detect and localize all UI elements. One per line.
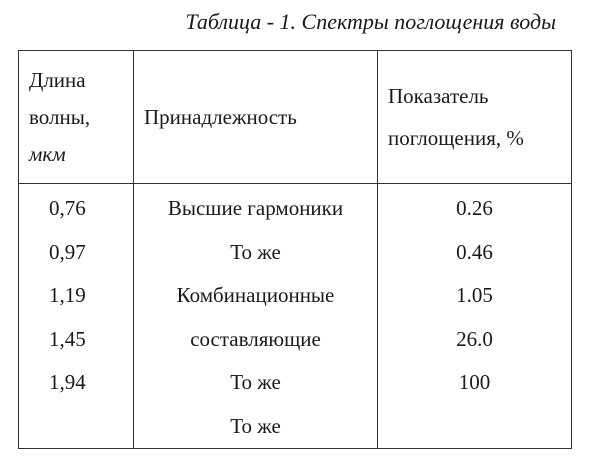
wavelength-value: 1,94 [49, 370, 86, 394]
absorption-column [378, 184, 572, 449]
wavelength-value: 1,45 [49, 326, 86, 351]
table-caption: Таблица - 1. Спектры поглощения воды [185, 9, 556, 34]
wavelength-column [19, 184, 134, 449]
wavelength-value: 0,97 [49, 239, 86, 264]
header-absorption [378, 51, 572, 184]
belonging-value: Высшие гармоники [167, 196, 344, 220]
header-belonging: Принадлежность [134, 51, 378, 184]
belonging-value: составляющие [190, 326, 321, 351]
belonging-value: Комбинационные [176, 283, 335, 307]
belonging-column [134, 184, 378, 449]
table-header-row [19, 51, 572, 184]
absorption-value: 26.0 [456, 326, 493, 351]
header-absorption-line1: Показатель [388, 84, 489, 108]
belonging-value: То же [230, 239, 281, 264]
header-wavelength [19, 51, 134, 184]
absorption-table [18, 50, 572, 449]
absorption-value: 0.46 [456, 239, 493, 264]
wavelength-value: 1,19 [49, 283, 86, 307]
header-absorption-line2: поглощения, % [388, 126, 524, 150]
header-wavelength-line2: волны, [29, 104, 91, 129]
header-wavelength-line1: Длина [29, 67, 86, 92]
absorption-value: 100 [458, 370, 491, 394]
table-body-row [19, 184, 572, 449]
absorption-value: 1.05 [456, 283, 493, 307]
belonging-value: То же [230, 370, 281, 394]
absorption-value: 0.26 [456, 196, 493, 220]
wavelength-value: 0,76 [49, 196, 86, 220]
header-wavelength-unit: мкм [29, 141, 66, 166]
belonging-value: То же [230, 413, 281, 438]
